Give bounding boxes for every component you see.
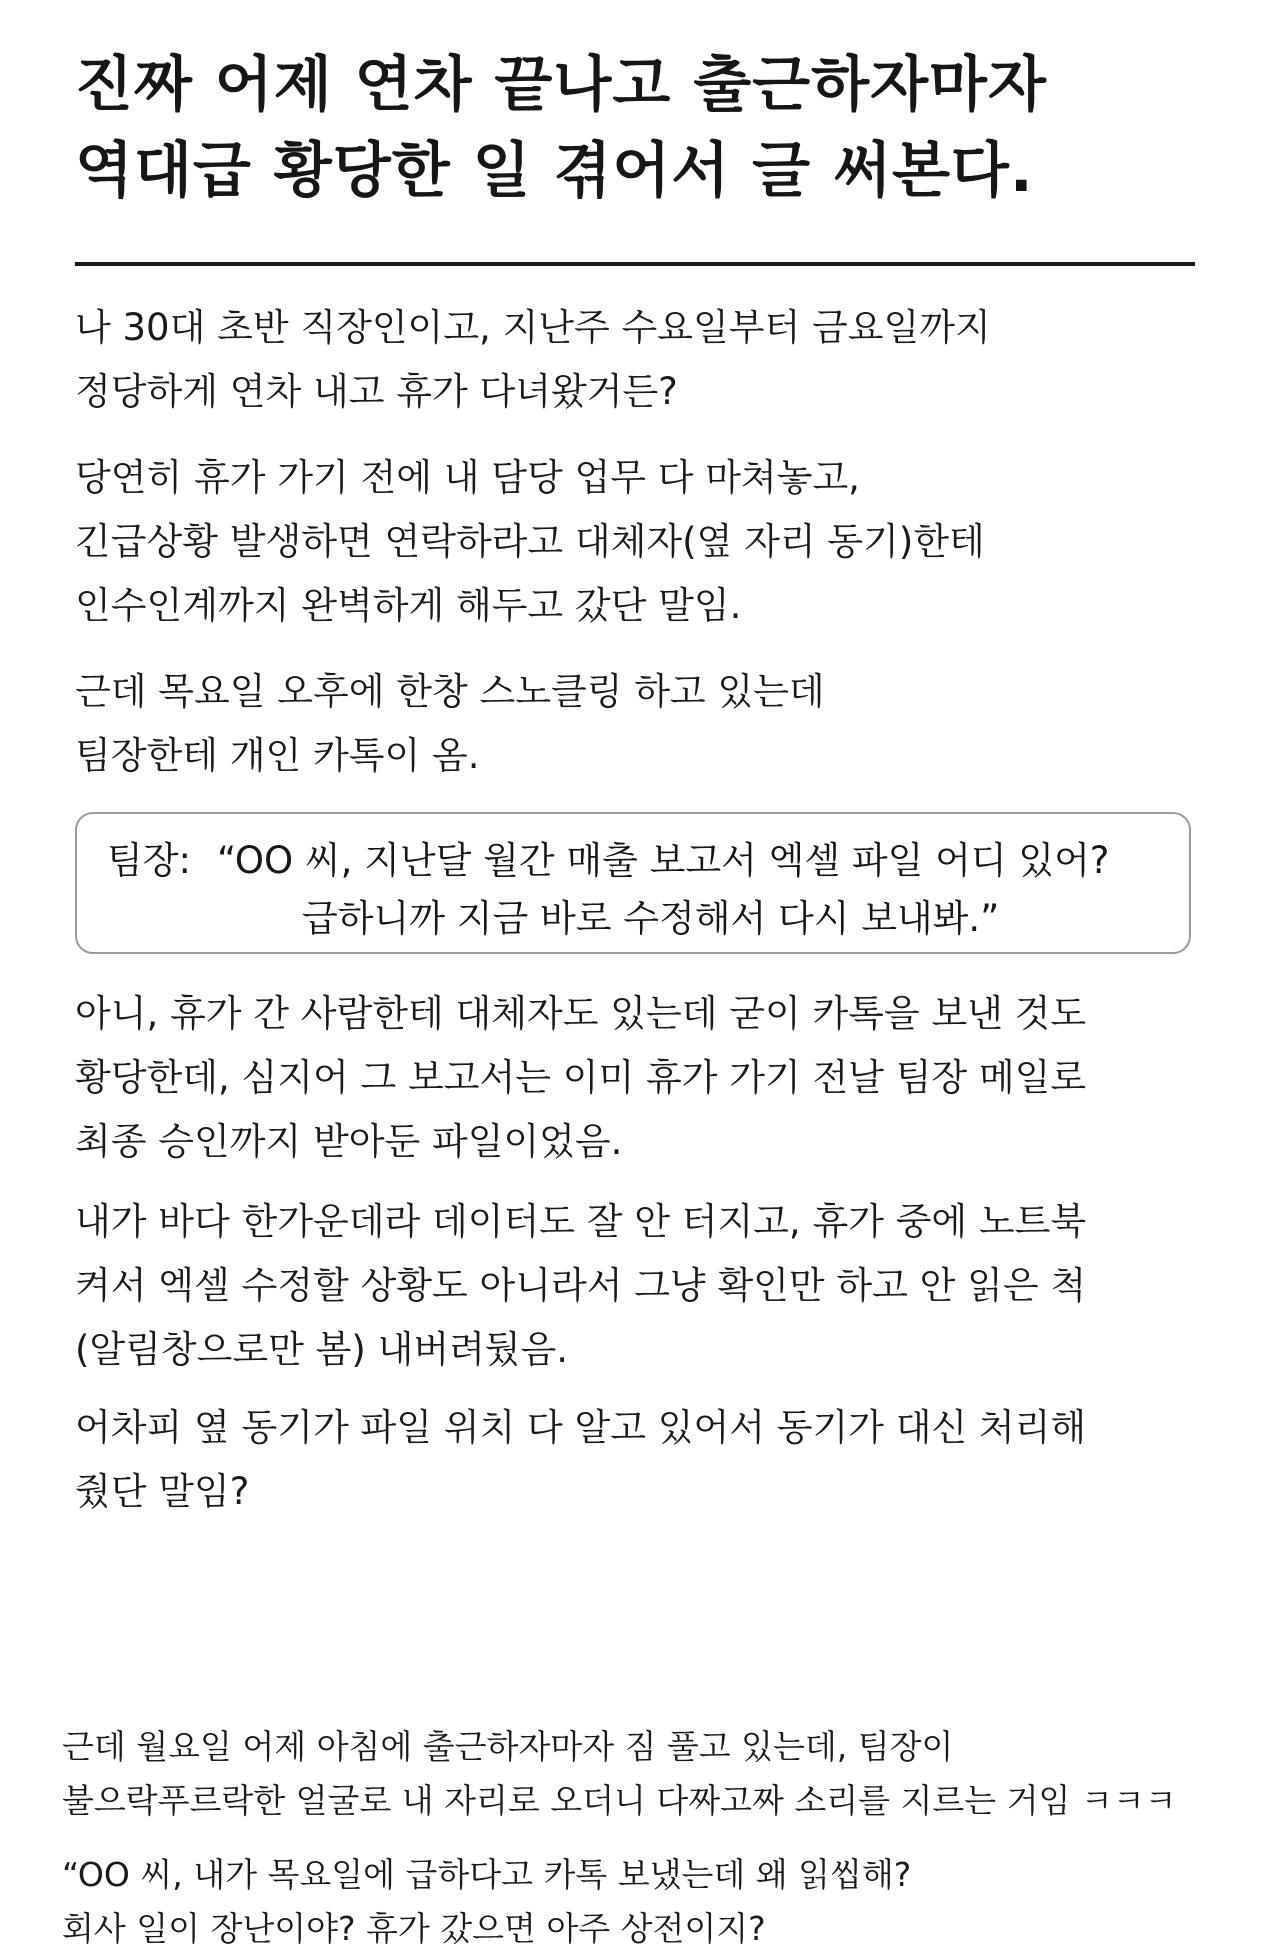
kakao-message-quote (75, 812, 1191, 954)
paragraph-line: “OO 씨, 내가 목요일에 급하다고 카톡 보냈는데 왜 읽씹해? (62, 1855, 912, 1894)
post-title-line: 진짜 어제 연차 끝나고 출근하자마자 (75, 50, 1047, 120)
post-title (75, 42, 1195, 214)
quote-line: “OO 씨, 지난달 월간 매출 보고서 엑셀 파일 어디 있어? (217, 839, 1110, 882)
section2-paragraph-1 (62, 1720, 1212, 1828)
paragraph-line: 아니, 휴가 간 사람한테 대체자도 있는데 굳이 카톡을 보낸 것도 (75, 992, 1087, 1035)
paragraph-line: 회사 일이 장난이야? 휴가 갔으면 아주 상전이지? (62, 1909, 766, 1948)
quote-speaker: 팀장: (107, 839, 191, 882)
post-title-line: 역대급 황당한 일 겪어서 글 써본다. (75, 136, 1034, 206)
paragraph-5 (75, 1190, 1195, 1382)
paragraph-line: 당연히 휴가 가기 전에 내 담당 업무 다 마쳐놓고, (75, 456, 860, 499)
paragraph-1 (75, 296, 1195, 424)
paragraph-line: 불으락푸르락한 얼굴로 내 자리로 오더니 다짜고짜 소리를 지르는 거임 ㅋㅋㅋ (62, 1781, 1177, 1820)
paragraph-line: 근데 월요일 어제 아침에 출근하자마자 짐 풀고 있는데, 팀장이 (62, 1727, 954, 1766)
paragraph-3 (75, 660, 1195, 788)
paragraph-line: 최종 승인까지 받아둔 파일이었음. (75, 1120, 623, 1163)
paragraph-line: 인수인계까지 완벽하게 해두고 갔단 말임. (75, 584, 742, 627)
paragraph-line: 팀장한테 개인 카톡이 옴. (75, 734, 480, 777)
title-divider (75, 262, 1195, 266)
paragraph-line: 켜서 엑셀 수정할 상황도 아니라서 그냥 확인만 하고 안 읽은 척 (75, 1264, 1087, 1307)
paragraph-line: 나 30대 초반 직장인이고, 지난주 수요일부터 금요일까지 (75, 306, 991, 349)
paragraph-2 (75, 446, 1195, 638)
paragraph-line: 황당한데, 심지어 그 보고서는 이미 휴가 가기 전날 팀장 메일로 (75, 1056, 1087, 1099)
paragraph-4 (75, 982, 1195, 1174)
paragraph-line: 근데 목요일 오후에 한창 스노클링 하고 있는데 (75, 670, 825, 713)
paragraph-line: 어차피 옆 동기가 파일 위치 다 알고 있어서 동기가 대신 처리해 (75, 1406, 1087, 1449)
paragraph-6 (75, 1396, 1195, 1524)
paragraph-line: 줬단 말임? (75, 1470, 250, 1513)
paragraph-line: (알림창으로만 봄) 내버려뒀음. (75, 1328, 569, 1371)
paragraph-line: 내가 바다 한가운데라 데이터도 잘 안 터지고, 휴가 중에 노트북 (75, 1200, 1087, 1243)
section2-paragraph-2 (62, 1848, 1212, 1956)
paragraph-line: 긴급상황 발생하면 연락하라고 대체자(옆 자리 동기)한테 (75, 520, 985, 563)
paragraph-line: 정당하게 연차 내고 휴가 다녀왔거든? (75, 370, 678, 413)
quote-text (217, 832, 1109, 948)
quote-line: 급하니까 지금 바로 수정해서 다시 보내봐.” (302, 897, 1000, 940)
